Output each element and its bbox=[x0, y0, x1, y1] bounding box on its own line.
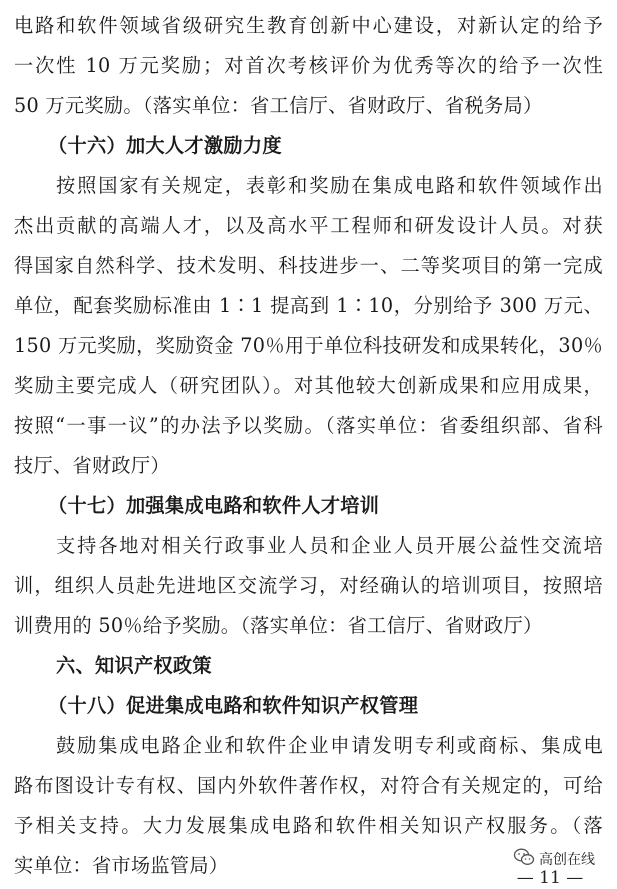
wechat-watermark bbox=[513, 848, 595, 870]
page-footer bbox=[0, 842, 617, 889]
text-line-12: 技厅、省财政厅） bbox=[14, 454, 170, 477]
section-heading-18: （十八）促进集成电路和软件知识产权管理 bbox=[48, 694, 419, 717]
chapter-heading-6: 六、知识产权政策 bbox=[56, 654, 212, 677]
section-heading-17: （十七）加强集成电路和软件人才培训 bbox=[48, 494, 380, 517]
text-line-1: 电路和软件领域省级研究生教育创新中心建设，对新认定的给予 bbox=[14, 14, 603, 37]
text-line-2: 一次性 10 万元奖励；对首次考核评价为优秀等次的给予一次性 bbox=[14, 54, 603, 77]
text-line-5: 按照国家有关规定，表彰和奖励在集成电路和软件领域作出 bbox=[56, 174, 603, 197]
text-line-21: 予相关支持。大力发展集成电路和软件相关知识产权服务。（落 bbox=[14, 814, 603, 837]
text-line-16: 训费用的 50％给予奖励。（落实单位：省工信厅、省财政厅） bbox=[14, 614, 543, 637]
page-number: — 11 — bbox=[516, 868, 584, 888]
text-line-10: 奖励主要完成人（研究团队）。对其他较大创新成果和应用成果， bbox=[14, 374, 603, 397]
text-line-11: 按照“一事一议”的办法予以奖励。（落实单位：省委组织部、省科 bbox=[14, 414, 603, 437]
text-line-20: 路布图设计专有权、国内外软件著作权，对符合有关规定的，可给 bbox=[14, 774, 603, 797]
text-line-19: 鼓励集成电路企业和软件企业申请发明专利或商标、集成电 bbox=[56, 734, 603, 757]
text-line-14: 支持各地对相关行政事业人员和企业人员开展公益性交流培 bbox=[56, 534, 603, 557]
watermark-text: 高创在线 bbox=[539, 852, 595, 868]
text-line-15: 训，组织人员赴先进地区交流学习，对经确认的培训项目，按照培 bbox=[14, 574, 603, 597]
text-line-3: 50 万元奖励。（落实单位：省工信厅、省财政厅、省税务局） bbox=[14, 94, 543, 117]
text-line-6: 杰出贡献的高端人才，以及高水平工程师和研发设计人员。对获 bbox=[14, 214, 603, 237]
text-line-22: 实单位：省市场监管局） bbox=[14, 854, 229, 877]
text-line-9: 150 万元奖励，奖励资金 70％用于单位科技研发和成果转化，30％ bbox=[14, 334, 603, 357]
section-heading-16: （十六）加大人才激励力度 bbox=[48, 134, 282, 157]
text-line-8: 单位，配套奖励标准由 1∶1 提高到 1∶10，分别给予 300 万元、 bbox=[14, 294, 603, 317]
text-line-7: 得国家自然科学、技术发明、科技进步一、二等奖项目的第一完成 bbox=[14, 254, 603, 277]
